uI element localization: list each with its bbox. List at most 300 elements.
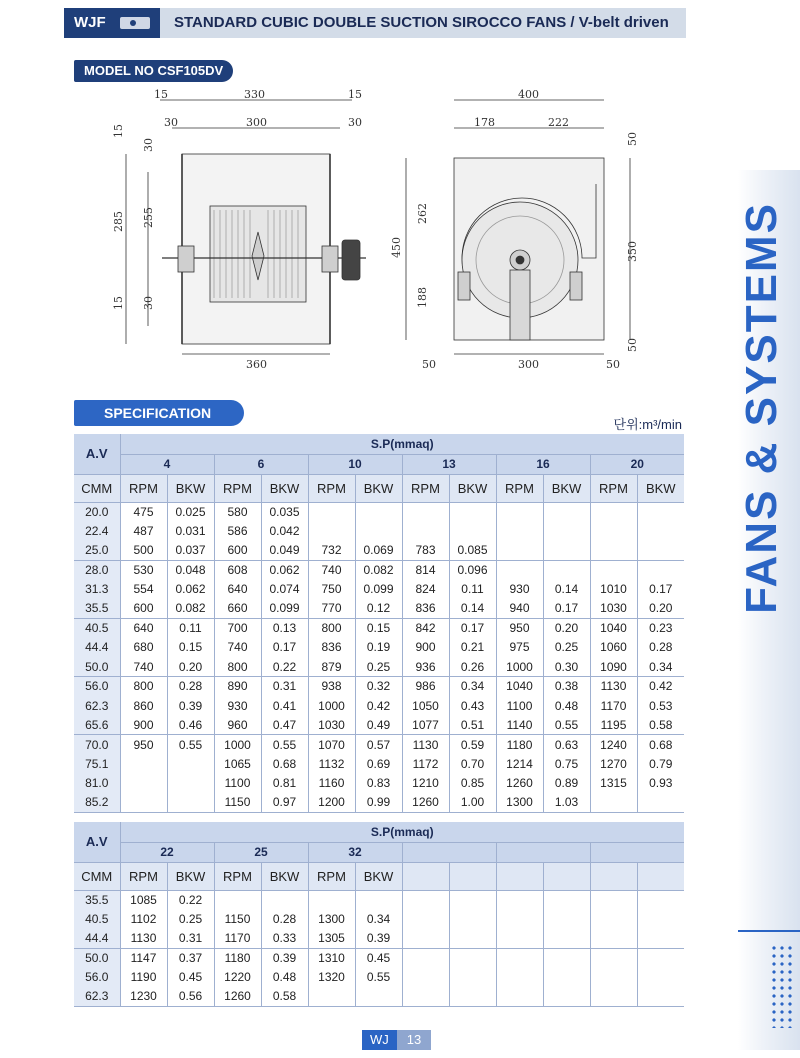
bkw-header: BKW xyxy=(167,474,214,502)
bkw-cell xyxy=(637,560,684,579)
table-row xyxy=(74,773,684,792)
bkw-cell: 0.074 xyxy=(261,580,308,599)
rpm-header: RPM xyxy=(402,474,449,502)
pulley xyxy=(342,240,360,280)
dim-label: 300 xyxy=(518,358,539,371)
rpm-cell xyxy=(308,987,355,1006)
sp-value xyxy=(496,842,590,862)
bkw-cell: 0.58 xyxy=(261,987,308,1006)
rpm-cell: 1000 xyxy=(496,657,543,676)
dim-label: 255 xyxy=(142,207,155,228)
bkw-cell: 0.45 xyxy=(167,968,214,987)
rpm-cell xyxy=(590,987,637,1006)
cmm-cell: 44.4 xyxy=(74,929,120,948)
rpm-cell: 1240 xyxy=(590,735,637,754)
rpm-cell xyxy=(590,968,637,987)
bkw-cell: 0.32 xyxy=(355,677,402,696)
bkw-cell: 0.22 xyxy=(167,890,214,909)
bkw-cell: 0.53 xyxy=(649,698,673,713)
rpm-cell: 732 xyxy=(308,541,355,560)
rpm-cell: 1310 xyxy=(308,948,355,967)
rpm-cell: 1260 xyxy=(496,773,543,792)
bkw-cell: 0.57 xyxy=(355,735,402,754)
table-row xyxy=(74,638,684,657)
rpm-cell: 600 xyxy=(120,599,167,618)
rpm-cell xyxy=(496,968,543,987)
dim-label: 15 xyxy=(154,88,168,101)
bkw-cell xyxy=(167,793,214,812)
table-row xyxy=(74,696,684,715)
rpm-cell: 1190 xyxy=(120,968,167,987)
bkw-cell xyxy=(543,521,590,540)
bkw-cell: 0.069 xyxy=(355,541,402,560)
rpm-cell xyxy=(590,909,637,928)
bkw-cell xyxy=(355,987,402,1006)
rpm-cell: 660 xyxy=(214,599,261,618)
bkw-cell: 0.096 xyxy=(449,560,496,579)
spec-table-1-body xyxy=(74,502,684,812)
rpm-cell: 740 xyxy=(120,657,167,676)
bkw-cell: 0.34 xyxy=(355,909,402,928)
cmm-cell: 75.1 xyxy=(74,754,120,773)
bkw-cell: 0.049 xyxy=(261,541,308,560)
rpm-cell: 800 xyxy=(214,657,261,676)
bkw-cell: 0.51 xyxy=(449,715,496,734)
rpm-cell: 930 xyxy=(496,580,543,599)
bkw-cell xyxy=(543,890,590,909)
table-row xyxy=(74,541,684,560)
cmm-cell: 35.5 xyxy=(74,599,120,618)
rpm-cell: 1102 xyxy=(120,909,167,928)
bkw-cell: 0.89 xyxy=(543,773,590,792)
rpm-cell: 975 xyxy=(496,638,543,657)
rpm-cell xyxy=(308,521,355,540)
bkw-cell: 0.99 xyxy=(355,793,402,812)
rpm-cell: 1220 xyxy=(214,968,261,987)
rpm-cell: 1130 xyxy=(120,929,167,948)
rpm-cell: 1260 xyxy=(402,793,449,812)
bkw-cell: 0.31 xyxy=(261,677,308,696)
dim-label: 15 xyxy=(112,296,125,310)
bkw-cell: 0.55 xyxy=(355,968,402,987)
dim-label: 15 xyxy=(348,88,362,101)
bkw-cell: 0.42 xyxy=(355,696,402,715)
rpm-cell: 1000 xyxy=(214,735,261,754)
rpm-cell xyxy=(402,890,449,909)
bkw-cell xyxy=(449,521,496,540)
sp-value: 32 xyxy=(308,842,402,862)
bkw-cell: 0.035 xyxy=(261,502,308,521)
rpm-cell: 640 xyxy=(214,580,261,599)
bkw-cell: 0.28 xyxy=(649,640,673,655)
rpm-cell: 1315 xyxy=(590,773,637,792)
rpm-cell: 1040 xyxy=(590,618,637,637)
table-row xyxy=(74,657,684,676)
rpm-cell: 1050 xyxy=(402,696,449,715)
bkw-cell: 0.59 xyxy=(449,735,496,754)
table-row xyxy=(74,968,684,987)
table-row xyxy=(74,715,684,734)
bkw-cell: 0.17 xyxy=(649,582,673,597)
rpm-cell: 936 xyxy=(402,657,449,676)
bkw-cell: 0.79 xyxy=(649,756,673,771)
rpm-cell xyxy=(120,773,167,792)
bkw-cell: 0.34 xyxy=(449,677,496,696)
bkw-cell: 0.13 xyxy=(261,618,308,637)
rpm-cell: 608 xyxy=(214,560,261,579)
bkw-cell: 0.47 xyxy=(261,715,308,734)
model-tab xyxy=(74,60,233,82)
rpm-cell xyxy=(496,521,543,540)
bkw-cell: 0.082 xyxy=(355,560,402,579)
rpm-cell: 586 xyxy=(214,521,261,540)
bkw-cell: 0.68 xyxy=(261,754,308,773)
rpm-cell xyxy=(496,948,543,967)
bkw-cell: 0.25 xyxy=(355,657,402,676)
spec-table-2 xyxy=(74,822,684,1007)
cmm-cell: 25.0 xyxy=(74,541,120,560)
empty-header xyxy=(449,862,496,890)
dim-label: 178 xyxy=(474,116,495,129)
cmm-cell: 28.0 xyxy=(74,560,120,579)
bkw-cell xyxy=(449,948,496,967)
rpm-cell: 1195 xyxy=(590,715,637,734)
bkw-cell: 0.46 xyxy=(167,715,214,734)
bearing-left xyxy=(178,246,194,272)
table-row xyxy=(74,521,684,540)
dim-label: 50 xyxy=(422,358,436,371)
rpm-cell: 879 xyxy=(308,657,355,676)
unit-label: 단위:m³/min xyxy=(613,417,682,432)
rpm-cell xyxy=(308,890,355,909)
mount-bracket-left xyxy=(458,272,470,300)
cmm-cell: 44.4 xyxy=(74,638,120,657)
rpm-cell: 860 xyxy=(120,696,167,715)
series-tag-label: WJF xyxy=(74,14,106,31)
table-row xyxy=(74,890,684,909)
header-bar xyxy=(64,8,686,38)
section-label: WJ xyxy=(362,1030,397,1050)
rpm-cell: 600 xyxy=(214,541,261,560)
bkw-cell: 0.062 xyxy=(167,580,214,599)
table-row xyxy=(74,580,684,599)
dim-label: 262 xyxy=(416,203,429,224)
bkw-cell: 0.031 xyxy=(167,521,214,540)
rpm-cell: 900 xyxy=(402,638,449,657)
sp-header: S.P(mmaq) xyxy=(120,822,684,842)
bkw-cell: 0.20 xyxy=(167,657,214,676)
bkw-cell xyxy=(637,793,684,812)
bkw-cell: 0.43 xyxy=(449,696,496,715)
rpm-cell: 1170 xyxy=(214,929,261,948)
rpm-header: RPM xyxy=(308,474,355,502)
rpm-cell: 1077 xyxy=(402,715,449,734)
dim-label: 188 xyxy=(416,287,429,308)
bkw-cell: 0.12 xyxy=(355,599,402,618)
bkw-cell: 0.38 xyxy=(543,677,590,696)
bkw-cell xyxy=(637,521,684,540)
bkw-cell: 0.20 xyxy=(543,618,590,637)
series-tag xyxy=(64,8,160,38)
bkw-cell: 0.55 xyxy=(167,735,214,754)
dot-pattern xyxy=(770,944,794,1028)
rpm-cell xyxy=(590,541,637,560)
rpm-cell: 783 xyxy=(402,541,449,560)
table-row xyxy=(74,754,684,773)
rpm-cell: 842 xyxy=(402,618,449,637)
bkw-cell xyxy=(355,521,402,540)
dim-label: 285 xyxy=(112,211,125,232)
bkw-cell: 0.17 xyxy=(261,638,308,657)
bkw-cell: 0.042 xyxy=(261,521,308,540)
sp-value: 22 xyxy=(120,842,214,862)
bkw-cell: 0.25 xyxy=(167,909,214,928)
rpm-header: RPM xyxy=(590,474,637,502)
bkw-cell xyxy=(449,909,496,928)
bkw-header: BKW xyxy=(355,862,402,890)
rpm-cell xyxy=(590,560,637,579)
dim-label: 50 xyxy=(626,338,639,352)
bkw-cell: 0.81 xyxy=(261,773,308,792)
bkw-cell xyxy=(637,890,684,909)
mount-bracket-right xyxy=(570,272,582,300)
rpm-cell: 1150 xyxy=(214,909,261,928)
rpm-cell: 1090 xyxy=(590,657,637,676)
bkw-cell xyxy=(355,502,402,521)
bkw-cell: 0.025 xyxy=(167,502,214,521)
rpm-cell: 750 xyxy=(308,580,355,599)
sp-value: 6 xyxy=(214,454,308,474)
bkw-cell: 0.085 xyxy=(449,541,496,560)
cmm-cell: 22.4 xyxy=(74,521,120,540)
bkw-cell: 0.23 xyxy=(649,621,673,636)
cmm-cell: 56.0 xyxy=(74,677,120,696)
rpm-cell xyxy=(496,909,543,928)
bkw-cell xyxy=(167,773,214,792)
dim-label: 15 xyxy=(112,124,125,138)
rpm-cell xyxy=(590,890,637,909)
table-row xyxy=(74,909,684,928)
bkw-cell xyxy=(449,987,496,1006)
bkw-cell: 0.048 xyxy=(167,560,214,579)
connector-icon xyxy=(120,17,150,29)
rpm-cell: 1100 xyxy=(496,696,543,715)
bkw-cell: 0.082 xyxy=(167,599,214,618)
rpm-cell: 1030 xyxy=(308,715,355,734)
bkw-cell xyxy=(543,502,590,521)
front-view xyxy=(406,100,630,354)
bkw-cell: 0.11 xyxy=(167,618,214,637)
rpm-cell: 1060 xyxy=(590,638,637,657)
bkw-header: BKW xyxy=(261,862,308,890)
bkw-cell: 0.062 xyxy=(261,560,308,579)
bkw-header: BKW xyxy=(167,862,214,890)
bkw-cell xyxy=(637,929,684,948)
bkw-cell: 0.48 xyxy=(261,968,308,987)
bkw-header: BKW xyxy=(449,474,496,502)
rpm-cell xyxy=(590,929,637,948)
bkw-cell: 0.39 xyxy=(355,929,402,948)
rpm-cell xyxy=(402,968,449,987)
side-banner xyxy=(732,198,792,618)
rpm-cell: 1260 xyxy=(214,987,261,1006)
table-row xyxy=(74,502,684,521)
table-row xyxy=(74,599,684,618)
bkw-cell xyxy=(261,890,308,909)
bkw-cell: 0.41 xyxy=(261,696,308,715)
bkw-cell: 0.85 xyxy=(449,773,496,792)
rpm-cell xyxy=(402,502,449,521)
bkw-cell xyxy=(637,502,684,521)
rpm-cell: 1130 xyxy=(590,677,637,696)
rpm-cell: 1230 xyxy=(120,987,167,1006)
rpm-cell: 475 xyxy=(120,502,167,521)
rpm-cell: 950 xyxy=(120,735,167,754)
side-divider xyxy=(738,930,800,932)
rpm-cell: 1150 xyxy=(214,793,261,812)
rpm-cell: 1160 xyxy=(308,773,355,792)
rpm-cell: 1170 xyxy=(590,696,637,715)
bkw-cell xyxy=(543,929,590,948)
cmm-header: CMM xyxy=(74,474,120,502)
dim-label: 450 xyxy=(390,237,403,258)
bkw-cell: 0.26 xyxy=(449,657,496,676)
rpm-cell xyxy=(590,502,637,521)
rpm-cell: 1180 xyxy=(496,735,543,754)
bkw-cell xyxy=(167,754,214,773)
cmm-cell: 50.0 xyxy=(74,948,120,967)
shaft-end xyxy=(516,256,524,264)
rpm-cell: 1085 xyxy=(120,890,167,909)
empty-header xyxy=(402,862,449,890)
bkw-cell xyxy=(543,541,590,560)
spec-table-1 xyxy=(74,434,684,813)
rpm-cell: 1010 xyxy=(590,580,637,599)
empty-header xyxy=(496,862,543,890)
rpm-cell: 814 xyxy=(402,560,449,579)
table-row xyxy=(74,929,684,948)
bkw-cell: 0.45 xyxy=(355,948,402,967)
rpm-cell: 800 xyxy=(120,677,167,696)
bkw-cell xyxy=(637,948,684,967)
bkw-cell: 0.39 xyxy=(167,696,214,715)
rpm-cell: 740 xyxy=(214,638,261,657)
bkw-cell: 0.55 xyxy=(261,735,308,754)
dim-label: 222 xyxy=(548,116,569,129)
bkw-cell: 0.97 xyxy=(261,793,308,812)
sp-value: 16 xyxy=(496,454,590,474)
av-header: A.V xyxy=(74,822,120,862)
rpm-header: RPM xyxy=(496,474,543,502)
rpm-cell: 824 xyxy=(402,580,449,599)
page-title: STANDARD CUBIC DOUBLE SUCTION SIROCCO FANS / V-belt driven xyxy=(174,14,669,31)
dim-label: 330 xyxy=(244,88,265,101)
bkw-cell: 0.58 xyxy=(637,715,684,734)
bkw-cell: 0.28 xyxy=(261,909,308,928)
rpm-cell: 1070 xyxy=(308,735,355,754)
rpm-header: RPM xyxy=(120,862,167,890)
dim-label: 50 xyxy=(606,358,620,371)
sp-header: S.P(mmaq) xyxy=(120,434,684,454)
specification-tab: SPECIFICATION xyxy=(74,400,244,426)
bkw-header: BKW xyxy=(543,474,590,502)
bkw-cell: 0.75 xyxy=(543,754,590,773)
bkw-cell: 0.15 xyxy=(355,618,402,637)
bkw-cell xyxy=(637,541,684,560)
bkw-cell: 0.33 xyxy=(261,929,308,948)
rpm-cell: 740 xyxy=(308,560,355,579)
rpm-cell: 1214 xyxy=(496,754,543,773)
cmm-cell: 31.3 xyxy=(74,580,120,599)
rpm-cell: 1140 xyxy=(496,715,543,734)
drawing-svg xyxy=(74,82,684,378)
av-header: A.V xyxy=(74,434,120,474)
bkw-cell: 0.037 xyxy=(167,541,214,560)
rpm-cell: 1270 xyxy=(590,754,637,773)
bkw-cell xyxy=(637,968,684,987)
sp-value: 4 xyxy=(120,454,214,474)
rpm-header: RPM xyxy=(120,474,167,502)
rpm-cell: 890 xyxy=(214,677,261,696)
rpm-cell: 836 xyxy=(308,638,355,657)
side-view xyxy=(126,100,366,354)
bkw-cell: 0.93 xyxy=(649,776,673,791)
rpm-cell: 1065 xyxy=(214,754,261,773)
bkw-cell: 0.099 xyxy=(261,599,308,618)
cmm-cell: 70.0 xyxy=(74,735,120,754)
cmm-cell: 62.3 xyxy=(74,987,120,1006)
bkw-cell xyxy=(449,502,496,521)
bkw-cell: 0.56 xyxy=(167,987,214,1006)
rpm-cell xyxy=(402,909,449,928)
bkw-cell: 0.17 xyxy=(543,599,590,618)
rpm-cell: 554 xyxy=(120,580,167,599)
bkw-cell xyxy=(449,968,496,987)
rpm-cell: 1180 xyxy=(214,948,261,967)
rpm-cell: 930 xyxy=(214,696,261,715)
bkw-cell: 0.39 xyxy=(261,948,308,967)
bkw-cell: 0.25 xyxy=(543,638,590,657)
bkw-cell: 0.14 xyxy=(449,599,496,618)
bkw-cell: 0.14 xyxy=(543,580,590,599)
rpm-cell xyxy=(496,502,543,521)
rpm-cell xyxy=(590,793,637,812)
bkw-cell: 0.099 xyxy=(355,580,402,599)
rpm-cell xyxy=(496,560,543,579)
cmm-cell: 35.5 xyxy=(74,890,120,909)
dim-label: 30 xyxy=(142,138,155,152)
bkw-cell: 0.21 xyxy=(449,638,496,657)
sp-value: 20 xyxy=(590,454,684,474)
rpm-cell: 580 xyxy=(214,502,261,521)
bkw-cell: 0.22 xyxy=(261,657,308,676)
bkw-cell: 0.68 xyxy=(649,737,673,752)
rpm-cell: 800 xyxy=(308,618,355,637)
rpm-cell: 900 xyxy=(120,715,167,734)
rpm-cell: 700 xyxy=(214,618,261,637)
bkw-cell: 1.03 xyxy=(543,793,590,812)
dim-label: 350 xyxy=(626,241,639,262)
rpm-cell: 836 xyxy=(402,599,449,618)
bkw-cell: 0.55 xyxy=(543,715,590,734)
rpm-cell: 1320 xyxy=(308,968,355,987)
rpm-cell: 1000 xyxy=(308,696,355,715)
cmm-cell: 40.5 xyxy=(74,909,120,928)
rpm-cell xyxy=(590,948,637,967)
bkw-cell: 0.70 xyxy=(449,754,496,773)
technical-drawing xyxy=(74,82,684,378)
rpm-cell xyxy=(496,541,543,560)
